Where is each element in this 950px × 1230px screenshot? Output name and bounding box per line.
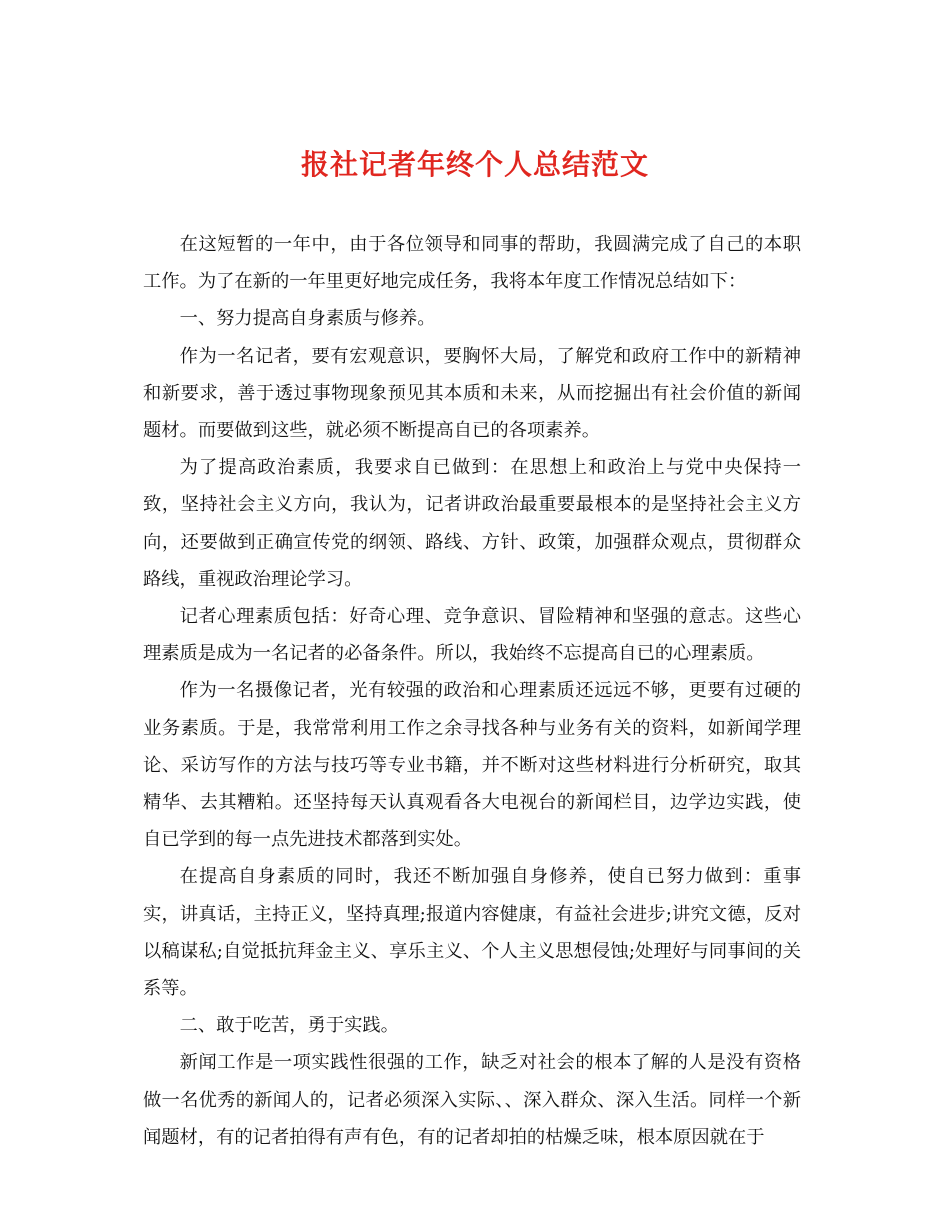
paragraph-intro: 在这短暂的一年中，由于各位领导和同事的帮助，我圆满完成了自己的本职工作。为了在新的一年里更好地完成任务，我将本年度工作情况总结如下： bbox=[143, 234, 801, 293]
document-body bbox=[143, 226, 801, 1156]
paragraph: 记者心理素质包括：好奇心理、竞争意识、冒险精神和坚强的意志。这些心理素质是成为一名记者的必备条件。所以，我始终不忘提高自已的心理素质。 bbox=[143, 606, 801, 665]
section-heading-2: 二、敢于吃苦，勇于实践。 bbox=[179, 1015, 399, 1037]
document-title: 报社记者年终个人总结范文 bbox=[300, 147, 649, 181]
paragraph: 新闻工作是一项实践性很强的工作，缺乏对社会的根本了解的人是没有资格做一名优秀的新闻人的，记者必须深入实际、、深入群众、深入生活。同样一个新闻题材，有的记者拍得有声有色，有的记者却拍的枯燥乏味，根本原因就在于 bbox=[143, 1052, 801, 1148]
paragraph: 在提高自身素质的同时，我还不断加强自身修养，使自已努力做到：重事实，讲真话，主持正义，坚持真理;报道内容健康，有益社会进步;讲究文德，反对以稿谋私;自觉抵抗拜金主义、享乐主义、个人主义思想侵蚀;处理好与同事间的关系等。 bbox=[143, 866, 801, 1000]
paragraph: 为了提高政治素质，我要求自已做到：在思想上和政治上与党中央保持一致，坚持社会主义方向，我认为，记者讲政治最重要最根本的是坚持社会主义方向，还要做到正确宣传党的纲领、路线、方针、政策，加强群众观点，贯彻群众路线，重视政治理论学习。 bbox=[143, 457, 801, 590]
paragraph: 作为一名记者，要有宏观意识，要胸怀大局，了解党和政府工作中的新精神和新要求，善于透过事物现象预见其本质和未来，从而挖掘出有社会价值的新闻题材。而要做到这些，就必须不断提高自已的各项素养。 bbox=[143, 345, 801, 442]
section-heading-1: 一、努力提高自身素质与修养。 bbox=[179, 308, 436, 330]
paragraph: 作为一名摄像记者，光有较强的政治和心理素质还远远不够，更要有过硬的业务素质。于是，我常常利用工作之余寻找各种与业务有关的资料，如新闻学理论、采访写作的方法与技巧等专业书籍，并不断对这些材料进行分析研究，取其精华、去其糟粕。还坚持每天认真观看各大电视台的新闻栏目，边学边实践，使自已学到的每一点先进技术都落到实处。 bbox=[143, 680, 801, 851]
